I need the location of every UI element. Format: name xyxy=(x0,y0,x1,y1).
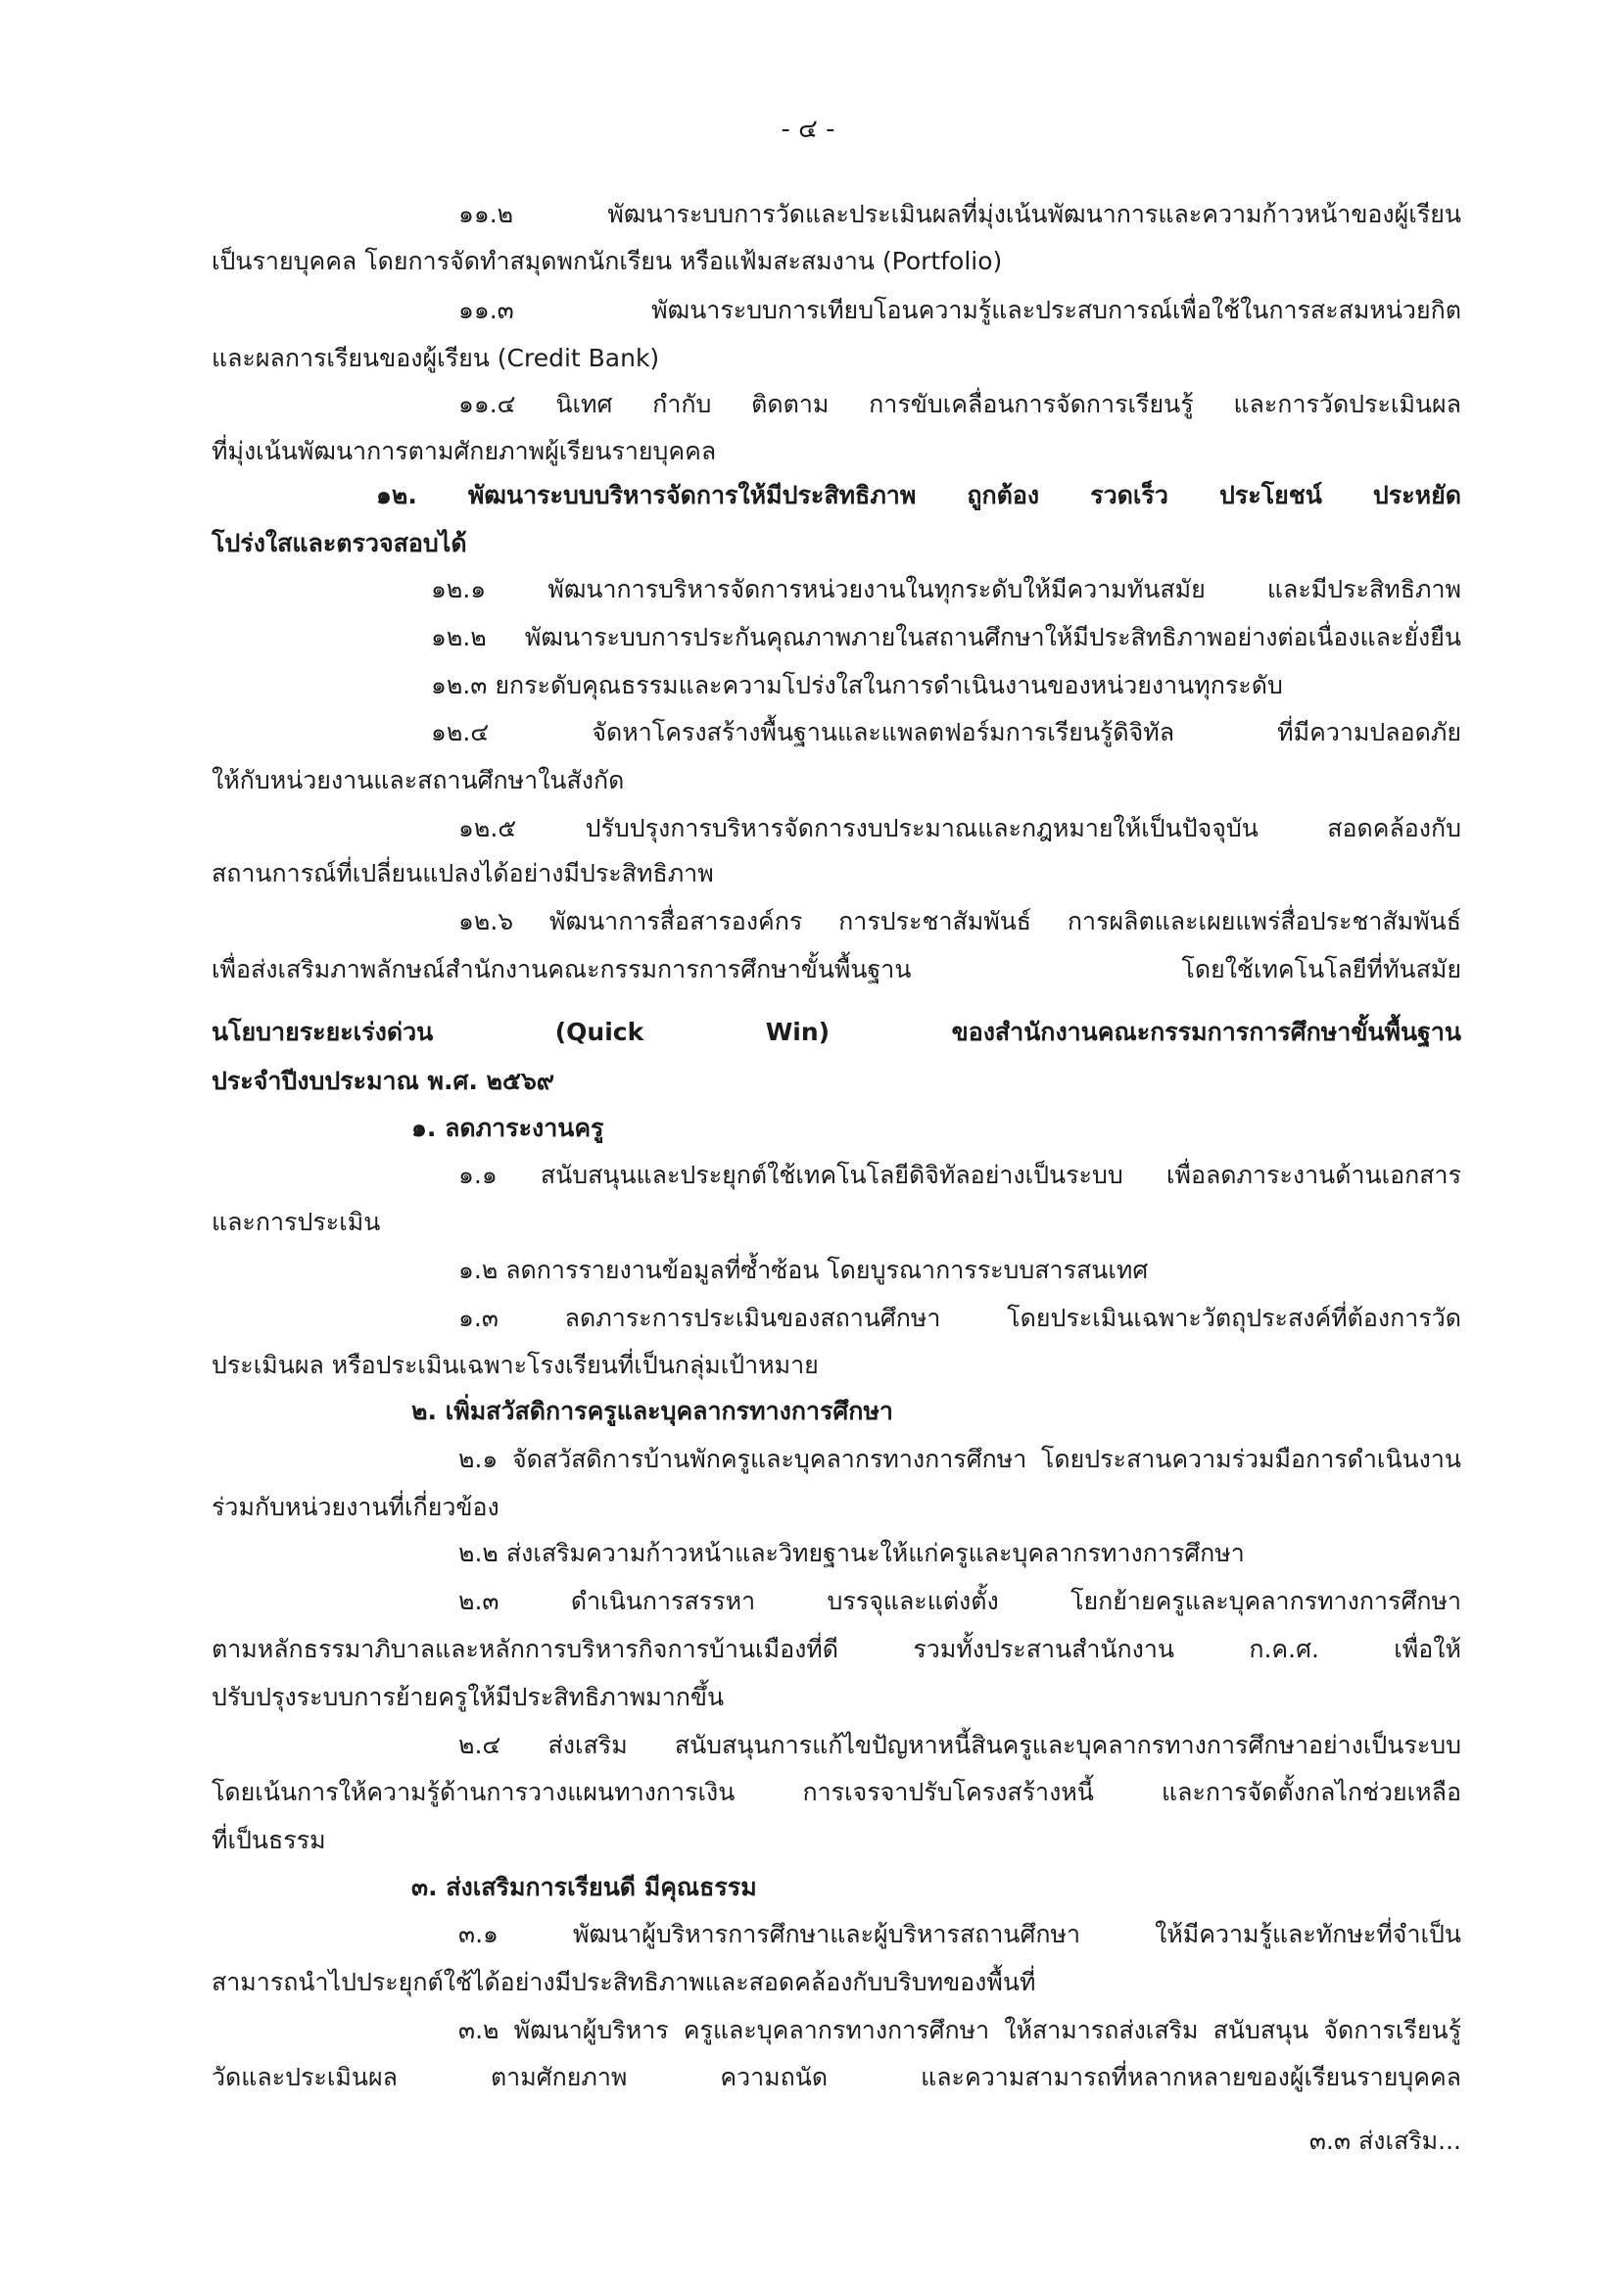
paragraph-line: ๒.๒ ส่งเสริมความก้าวหน้าและวิทยฐานะให้แก่ครูและบุคลากรทางการศึกษา xyxy=(458,1539,1245,1567)
paragraph-line: ร่วมกับหน่วยงานที่เกี่ยวข้อง xyxy=(212,1493,499,1521)
paragraph-line: วัดและประเมินผล ตามศักยภาพ ความถนัด และความสามารถที่หลากหลายของผู้เรียนรายบุคคล xyxy=(212,2063,1461,2091)
paragraph-line: ๑๒.๖ พัฒนาการสื่อสารองค์กร การประชาสัมพันธ์ การผลิตและเผยแพร่สื่อประชาสัมพันธ์ xyxy=(458,907,1461,935)
continuation-reference: ๓.๓ ส่งเสริม... xyxy=(1308,2127,1461,2155)
paragraph-line: และการประเมิน xyxy=(212,1208,381,1236)
paragraph-line: ประเมินผล หรือประเมินเฉพาะโรงเรียนที่เป็นกลุ่มเป้าหมาย xyxy=(212,1351,819,1379)
policy-item-heading: ๒. เพิ่มสวัสดิการครูและบุคลากรทางการศึกษา xyxy=(411,1397,893,1425)
paragraph-line: และผลการเรียนของผู้เรียน (Credit Bank) xyxy=(212,344,660,372)
paragraph-line: ๒.๑ จัดสวัสดิการบ้านพักครูและบุคลากรทางการศึกษา โดยประสานความร่วมมือการดำเนินงาน xyxy=(458,1445,1461,1473)
paragraph-line: ที่มุ่งเน้นพัฒนาการตามศักยภาพผู้เรียนรายบุคคล xyxy=(212,437,717,465)
policy-heading: ประจำปีงบประมาณ พ.ศ. ๒๕๖๙ xyxy=(212,1067,555,1095)
paragraph-line: ที่เป็นธรรม xyxy=(212,1826,326,1854)
paragraph-line: ๑๒.๔ จัดหาโครงสร้างพื้นฐานและแพลตฟอร์มการเรียนรู้ดิจิทัล ที่มีความปลอดภัย xyxy=(431,718,1461,746)
paragraph-line: ให้กับหน่วยงานและสถานศึกษาในสังกัด xyxy=(212,766,625,794)
paragraph-line: สามารถนำไปประยุกต์ใช้ได้อย่างมีประสิทธิภาพและสอดคล้องกับบริบทของพื้นที่ xyxy=(212,1968,1036,1996)
paragraph-line: ๑๒.๓ ยกระดับคุณธรรมและความโปร่งใสในการดำเนินงานของหน่วยงานทุกระดับ xyxy=(431,671,1283,699)
paragraph-line: สถานการณ์ที่เปลี่ยนแปลงได้อย่างมีประสิทธิภาพ xyxy=(212,859,714,887)
paragraph-line: ตามหลักธรรมาภิบาลและหลักการบริหารกิจการบ้านเมืองที่ดี รวมทั้งประสานสำนักงาน ก.ค.ศ. เพื่อให้ xyxy=(212,1635,1461,1663)
paragraph-line: ๓.๒ พัฒนาผู้บริหาร ครูและบุคลากรทางการศึกษา ให้สามารถส่งเสริม สนับสนุน จัดการเรียนรู้ xyxy=(458,2016,1461,2044)
paragraph-line: ๒.๔ ส่งเสริม สนับสนุนการแก้ไขปัญหาหนี้สินครูและบุคลากรทางการศึกษาอย่างเป็นระบบ xyxy=(458,1731,1461,1759)
paragraph-line: ๑๑.๓ พัฒนาระบบการเทียบโอนความรู้และประสบการณ์เพื่อใช้ในการสะสมหน่วยกิต xyxy=(458,296,1461,324)
paragraph-line: ๑.๓ ลดภาระการประเมินของสถานศึกษา โดยประเมินเฉพาะวัตถุประสงค์ที่ต้องการวัด xyxy=(458,1304,1461,1332)
policy-heading: นโยบายระยะเร่งด่วน (Quick Win) ของสำนักงานคณะกรรมการการศึกษาขั้นพื้นฐาน xyxy=(212,1018,1461,1046)
paragraph-line: ๑.๒ ลดการรายงานข้อมูลที่ซ้ำซ้อน โดยบูรณาการระบบสารสนเทศ xyxy=(458,1256,1149,1284)
paragraph-line: เป็นรายบุคคล โดยการจัดทำสมุดพกนักเรียน หรือแฟ้มสะสมงาน (Portfolio) xyxy=(212,247,1003,275)
paragraph-line: โดยเน้นการให้ความรู้ด้านการวางแผนทางการเงิน การเจรจาปรับโครงสร้างหนี้ และการจัดตั้งกลไกช่วยเหลือ xyxy=(212,1778,1461,1806)
paragraph-line: ๒.๓ ดำเนินการสรรหา บรรจุและแต่งตั้ง โยกย้ายครูและบุคลากรทางการศึกษา xyxy=(458,1587,1461,1615)
paragraph-line: ปรับปรุงระบบการย้ายครูให้มีประสิทธิภาพมากขึ้น xyxy=(212,1683,725,1711)
section-heading: ๑๒. พัฒนาระบบบริหารจัดการให้มีประสิทธิภาพ ถูกต้อง รวดเร็ว ประโยชน์ ประหยัด xyxy=(376,481,1461,509)
section-heading: โปร่งใสและตรวจสอบได้ xyxy=(212,529,467,557)
paragraph-line: ๓.๑ พัฒนาผู้บริหารการศึกษาและผู้บริหารสถานศึกษา ให้มีความรู้และทักษะที่จำเป็น xyxy=(458,1920,1461,1948)
page-number: - ๔ - xyxy=(781,115,835,144)
paragraph-line: ๑.๑ สนับสนุนและประยุกต์ใช้เทคโนโลยีดิจิทัลอย่างเป็นระบบ เพื่อลดภาระงานด้านเอกสาร xyxy=(458,1161,1461,1189)
paragraph-line: ๑๒.๑ พัฒนาการบริหารจัดการหน่วยงานในทุกระดับให้มีความทันสมัย และมีประสิทธิภาพ xyxy=(431,575,1461,603)
paragraph-line: ๑๑.๒ พัฒนาระบบการวัดและประเมินผลที่มุ่งเน้นพัฒนาการและความก้าวหน้าของผู้เรียน xyxy=(458,200,1461,228)
paragraph-line: ๑๑.๔ นิเทศ กำกับ ติดตาม การขับเคลื่อนการจัดการเรียนรู้ และการวัดประเมินผล xyxy=(458,390,1461,418)
paragraph-line: ๑๒.๒ พัฒนาระบบการประกันคุณภาพภายในสถานศึกษาให้มีประสิทธิภาพอย่างต่อเนื่องและยั่งยืน xyxy=(431,623,1461,651)
policy-item-heading: ๓. ส่งเสริมการเรียนดี มีคุณธรรม xyxy=(411,1873,757,1901)
paragraph-line: ๑๒.๕ ปรับปรุงการบริหารจัดการงบประมาณและกฎหมายให้เป็นปัจจุบัน สอดคล้องกับ xyxy=(458,814,1461,842)
paragraph-line: เพื่อส่งเสริมภาพลักษณ์สำนักงานคณะกรรมการการศึกษาขั้นพื้นฐาน โดยใช้เทคโนโลยีที่ทันสมัย xyxy=(212,955,1461,983)
policy-item-heading: ๑. ลดภาระงานครู xyxy=(411,1114,604,1142)
